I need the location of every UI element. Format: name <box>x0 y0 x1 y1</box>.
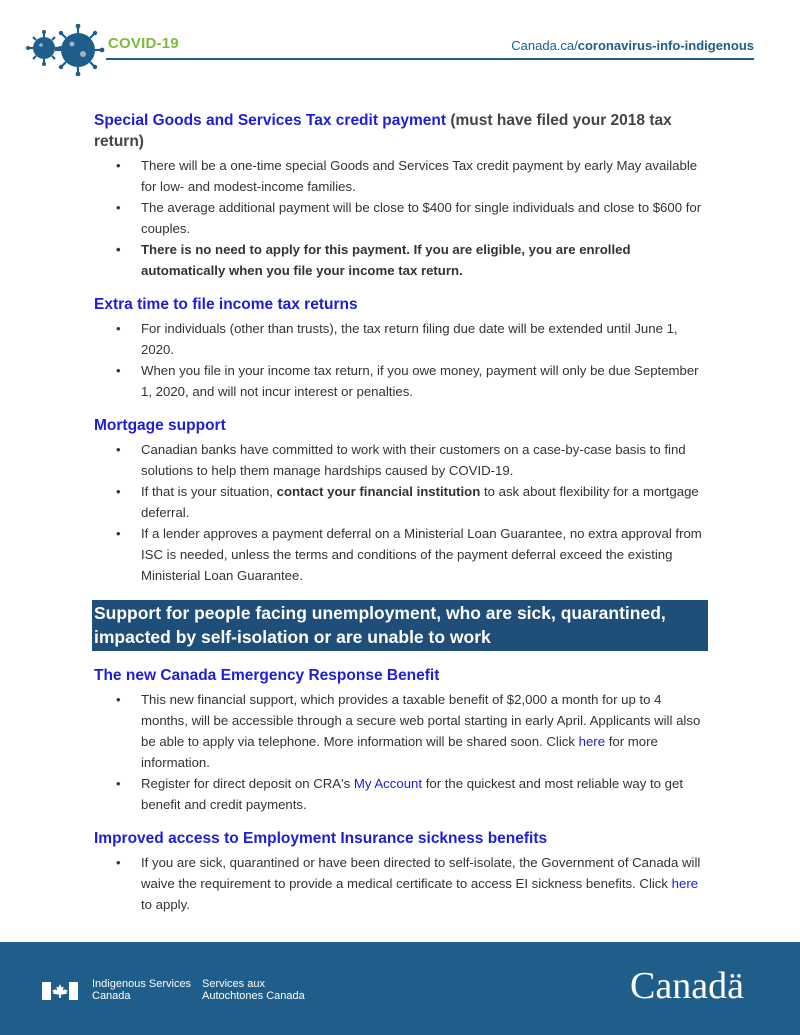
mortgage-b2-post: to ask about flexibility for a mortgage deferral. <box>141 484 699 520</box>
list-item: • There will be a one-time special Goods and Services Tax credit payment by early May available for low- and modest-income families. <box>94 155 710 197</box>
page-header <box>0 0 800 80</box>
site-url[interactable] <box>511 38 754 53</box>
list-item <box>94 773 710 815</box>
gst-heading <box>94 110 710 152</box>
canada-wordmark: Canadä <box>630 965 744 1007</box>
gst-list <box>94 155 710 281</box>
department-name-en: Indigenous Services Canada <box>92 978 192 1002</box>
list-item: • When you file in your income tax return, if you owe money, payment will only be due September 1, 2020, and will not incur interest or penalties. <box>94 360 710 402</box>
list-item <box>94 689 710 773</box>
list-item: • Canadian banks have committed to work with their customers on a case-by-case basis to find solutions to help them manage hardships caused by COVID-19. <box>94 439 710 481</box>
cerb-b1-pre: This new financial support, which provides a taxable benefit of $2,000 a month for up to 4 months, will be accessible through a secure web portal starting in early April. Applicants will also be able to apply via telephone. More information will be shared soon. Click <box>141 692 701 749</box>
list-item <box>94 481 710 523</box>
ei-list <box>94 852 710 915</box>
page-footer <box>0 942 800 1035</box>
mortgage-b2-bold: contact your financial institution <box>276 484 481 499</box>
list-item: • The average additional payment will be close to $400 for single individuals and close to $600 for couples. <box>94 197 710 239</box>
url-path: coronavirus-info-indigenous <box>577 38 754 53</box>
gst-title-note: (must have filed your 2018 tax return) <box>94 112 672 150</box>
cerb-b2-post: for the quickest and most reliable way to get benefit and credit payments. <box>141 776 684 812</box>
covid-title: COVID-19 <box>108 35 179 52</box>
ei-heading: Improved access to Employment Insurance sickness benefits <box>94 830 548 847</box>
extra-time-heading: Extra time to file income tax returns <box>94 296 358 313</box>
cerb-list <box>94 689 710 815</box>
header-divider <box>106 58 754 60</box>
extra-time-list <box>94 318 710 402</box>
mortgage-heading: Mortgage support <box>94 417 226 434</box>
cerb-info-link[interactable]: here <box>578 734 606 749</box>
page-content <box>94 110 710 915</box>
cerb-b2-pre: Register for direct deposit on CRA's <box>141 776 354 791</box>
my-account-link[interactable]: My Account <box>353 776 423 791</box>
url-prefix: Canada.ca/ <box>511 38 578 53</box>
canada-flag-icon <box>42 982 78 1000</box>
cerb-b1-post: for more information. <box>141 734 658 770</box>
ei-b1-pre: If you are sick, quarantined or have been directed to self-isolate, the Government of Canada will waive the requirement to provide a medical certificate to access EI sickness benefits. Click <box>141 855 701 891</box>
mortgage-b2-pre: If that is your situation, <box>141 484 277 499</box>
ei-b1-post: to apply. <box>141 897 190 912</box>
department-name-fr: Services aux Autochtones Canada <box>202 978 305 1002</box>
coronavirus-icon <box>26 24 106 76</box>
list-item: • There is no need to apply for this payment. If you are eligible, you are enrolled automatically when you file your income tax return. <box>94 239 710 281</box>
section-banner: Support for people facing unemployment, who are sick, quarantined, impacted by self-isolation or are unable to work <box>92 600 708 651</box>
list-item: • For individuals (other than trusts), the tax return filing due date will be extended until June 1, 2020. <box>94 318 710 360</box>
list-item: • If a lender approves a payment deferral on a Ministerial Loan Guarantee, no extra approval from ISC is needed, unless the terms and conditions of the payment deferral exceed the existing Ministerial Loan Guarantee. <box>94 523 710 586</box>
gst-title: Special Goods and Services Tax credit payment <box>94 112 447 129</box>
ei-apply-link[interactable]: here <box>671 876 699 891</box>
cerb-heading: The new Canada Emergency Response Benefit <box>94 667 440 684</box>
list-item <box>94 852 710 915</box>
mortgage-list <box>94 439 710 586</box>
